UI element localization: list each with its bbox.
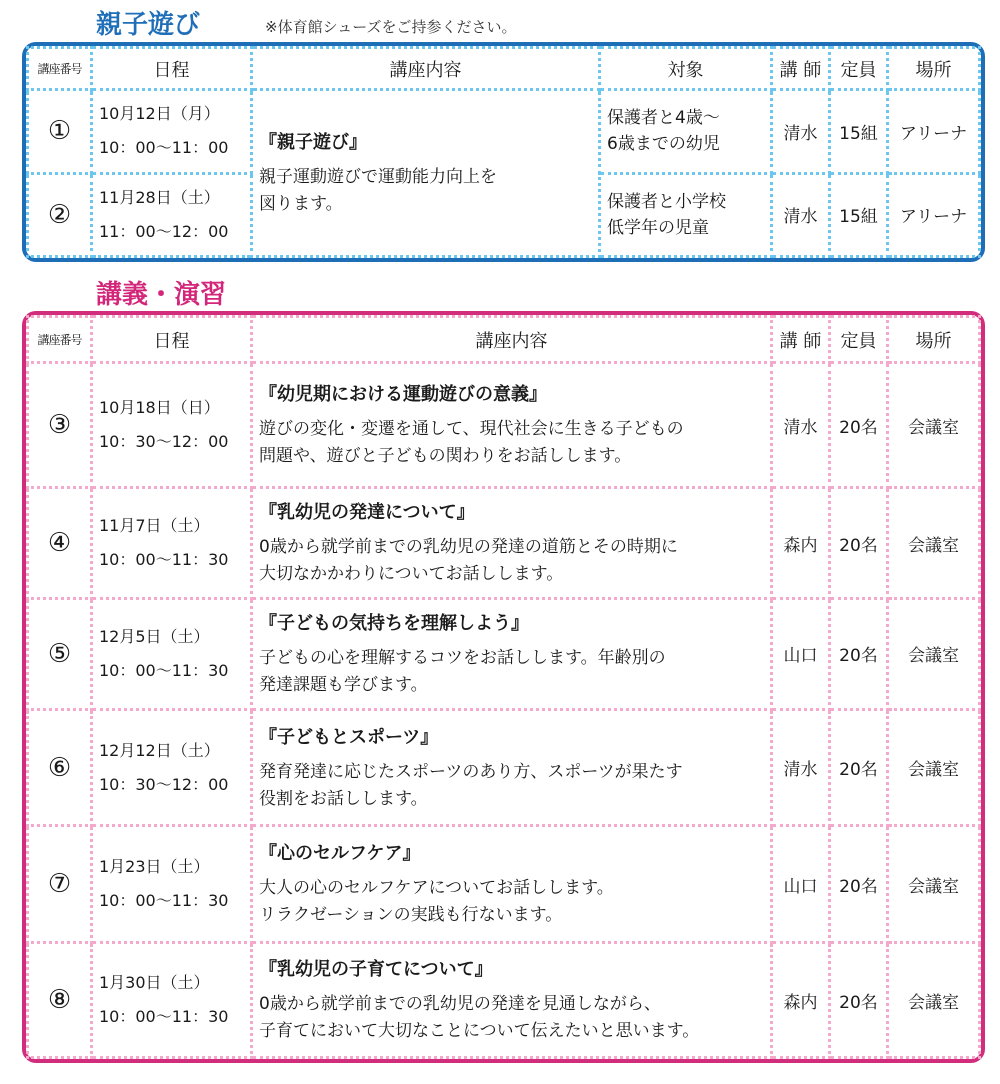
course-schedule xyxy=(92,709,252,826)
section-title-oyako: 親子遊び xyxy=(96,10,201,40)
course-schedule xyxy=(92,173,252,256)
kougi-schedule-table xyxy=(22,311,985,1063)
course-number: ③ xyxy=(28,363,92,488)
course-date: 10月18日（日） xyxy=(99,398,220,418)
table-row xyxy=(28,598,980,709)
course-number: ⑥ xyxy=(28,709,92,826)
course-time: 11：00～12：00 xyxy=(99,221,229,241)
description-line: 発育発達に応じたスポーツのあり方、スポーツが果たす xyxy=(259,761,683,782)
course-schedule xyxy=(92,598,252,709)
course-teacher: 清水 xyxy=(772,709,830,826)
course-time: 10：00～11：30 xyxy=(99,550,229,569)
description-line: 大切なかかわりについてお話しします。 xyxy=(259,564,564,584)
course-number: ⑧ xyxy=(28,943,92,1058)
course-teacher: 清水 xyxy=(772,363,830,488)
course-content xyxy=(252,90,600,257)
course-title: 『子どもの気持ちを理解しよう』 xyxy=(259,612,529,634)
course-teacher: 森内 xyxy=(772,943,830,1058)
target-line: 低学年の児童 xyxy=(607,217,709,238)
course-number: ⑦ xyxy=(28,826,92,943)
course-capacity: 15組 xyxy=(830,90,888,173)
header-date: 日程 xyxy=(92,317,252,363)
description-line: 0歳から就学前までの乳幼児の発達を見通しながら、 xyxy=(259,994,661,1015)
course-content xyxy=(252,488,772,599)
target-line: 6歳までの幼児 xyxy=(607,134,720,155)
course-target xyxy=(600,173,772,256)
header-num: 講座番号 xyxy=(28,317,92,363)
description-line: 図ります。 xyxy=(259,194,343,215)
course-teacher: 山口 xyxy=(772,598,830,709)
course-date: 1月30日（土） xyxy=(99,973,210,993)
header-teacher: 講 師 xyxy=(772,48,830,90)
target-line: 保護者と小学校 xyxy=(607,191,726,212)
course-description xyxy=(259,645,764,699)
table-row xyxy=(28,363,980,488)
description-line: 子育てにおいて大切なことについて伝えたいと思います。 xyxy=(259,1021,700,1042)
header-content: 講座内容 xyxy=(252,48,600,90)
course-teacher: 清水 xyxy=(772,90,830,173)
description-line: 子どもの心を理解するコツをお話しします。年齢別の xyxy=(259,647,666,668)
header-capacity: 定員 xyxy=(830,317,888,363)
course-title: 『幼児期における運動遊びの意義』 xyxy=(259,384,547,406)
header-place: 場所 xyxy=(888,48,980,90)
header-num: 講座番号 xyxy=(28,48,92,90)
course-content xyxy=(252,943,772,1058)
description-line: 発達課題も学びます。 xyxy=(259,674,428,695)
course-time: 10：30～12：00 xyxy=(99,432,229,452)
description-line: 問題や、遊びと子どもの関わりをお話しします。 xyxy=(259,446,632,467)
header-capacity: 定員 xyxy=(830,48,888,90)
description-line: リラクゼーションの実践も行ないます。 xyxy=(259,905,563,926)
header-teacher: 講 師 xyxy=(772,317,830,363)
course-capacity: 20名 xyxy=(830,363,888,488)
course-description xyxy=(259,759,764,813)
description-line: 遊びの変化・変遷を通して、現代社会に生きる子どもの xyxy=(259,419,684,440)
course-place: 会議室 xyxy=(888,943,980,1058)
course-title: 『乳幼児の発達について』 xyxy=(259,502,475,523)
table-row xyxy=(28,709,980,826)
course-date: 12月12日（土） xyxy=(99,740,220,760)
target-line: 保護者と4歳～ xyxy=(607,108,720,129)
course-time: 10：00～11：00 xyxy=(99,138,229,158)
course-capacity: 20名 xyxy=(830,826,888,943)
description-line: 親子運動遊びで運動能力向上を xyxy=(259,167,497,188)
header-target: 対象 xyxy=(600,48,772,90)
course-description xyxy=(259,416,764,470)
course-content xyxy=(252,709,772,826)
description-line: 大人の心のセルフケアについてお話しします。 xyxy=(259,878,614,899)
table-header-row xyxy=(28,317,980,363)
course-place: アリーナ xyxy=(888,90,980,173)
course-teacher: 清水 xyxy=(772,173,830,256)
course-place: アリーナ xyxy=(888,173,980,256)
header-place: 場所 xyxy=(888,317,980,363)
course-title: 『親子遊び』 xyxy=(259,132,367,154)
oyako-schedule-table xyxy=(22,42,985,262)
course-place: 会議室 xyxy=(888,598,980,709)
course-content xyxy=(252,363,772,488)
course-description xyxy=(259,991,764,1045)
course-time: 10：00～11：30 xyxy=(99,660,229,680)
course-schedule xyxy=(92,488,252,599)
course-date: 10月12日（月） xyxy=(99,104,220,124)
course-capacity: 20名 xyxy=(830,943,888,1058)
table-row xyxy=(28,943,980,1058)
course-number: ④ xyxy=(28,488,92,599)
course-place: 会議室 xyxy=(888,826,980,943)
course-target xyxy=(600,90,772,173)
course-capacity: 20名 xyxy=(830,488,888,599)
header-date: 日程 xyxy=(92,48,252,90)
course-teacher: 森内 xyxy=(772,488,830,599)
course-date: 1月23日（土） xyxy=(99,857,210,877)
course-schedule xyxy=(92,90,252,173)
course-number: ① xyxy=(28,90,92,173)
course-title: 『子どもとスポーツ』 xyxy=(259,726,439,748)
course-date: 11月28日（土） xyxy=(99,187,220,207)
course-number: ⑤ xyxy=(28,598,92,709)
course-time: 10：30～12：00 xyxy=(99,774,229,794)
course-title: 『心のセルフケア』 xyxy=(259,843,421,865)
course-schedule xyxy=(92,943,252,1058)
table-header-row xyxy=(28,48,980,90)
table-row xyxy=(28,826,980,943)
course-description xyxy=(259,164,592,218)
section-title-kougi: 講義・演習 xyxy=(96,280,227,310)
table-row xyxy=(28,90,980,173)
course-date: 12月5日（土） xyxy=(99,626,210,646)
course-content xyxy=(252,598,772,709)
course-date: 11月7日（土） xyxy=(99,516,210,535)
shoes-note: ※体育館シューズをご持参ください。 xyxy=(265,18,517,36)
course-capacity: 20名 xyxy=(830,709,888,826)
course-schedule xyxy=(92,363,252,488)
course-teacher: 山口 xyxy=(772,826,830,943)
course-number: ② xyxy=(28,173,92,256)
course-content xyxy=(252,826,772,943)
description-line: 役割をお話しします。 xyxy=(259,788,428,809)
course-description xyxy=(259,875,764,929)
description-line: 0歳から就学前までの乳幼児の発達の道筋とその時期に xyxy=(259,537,678,557)
course-place: 会議室 xyxy=(888,363,980,488)
course-schedule xyxy=(92,826,252,943)
course-title: 『乳幼児の子育てについて』 xyxy=(259,959,493,981)
course-description xyxy=(259,534,764,588)
course-capacity: 15組 xyxy=(830,173,888,256)
course-place: 会議室 xyxy=(888,709,980,826)
course-capacity: 20名 xyxy=(830,598,888,709)
header-content: 講座内容 xyxy=(252,317,772,363)
course-place: 会議室 xyxy=(888,488,980,599)
course-time: 10：00～11：30 xyxy=(99,891,229,911)
course-time: 10：00～11：30 xyxy=(99,1007,229,1027)
table-row xyxy=(28,488,980,599)
